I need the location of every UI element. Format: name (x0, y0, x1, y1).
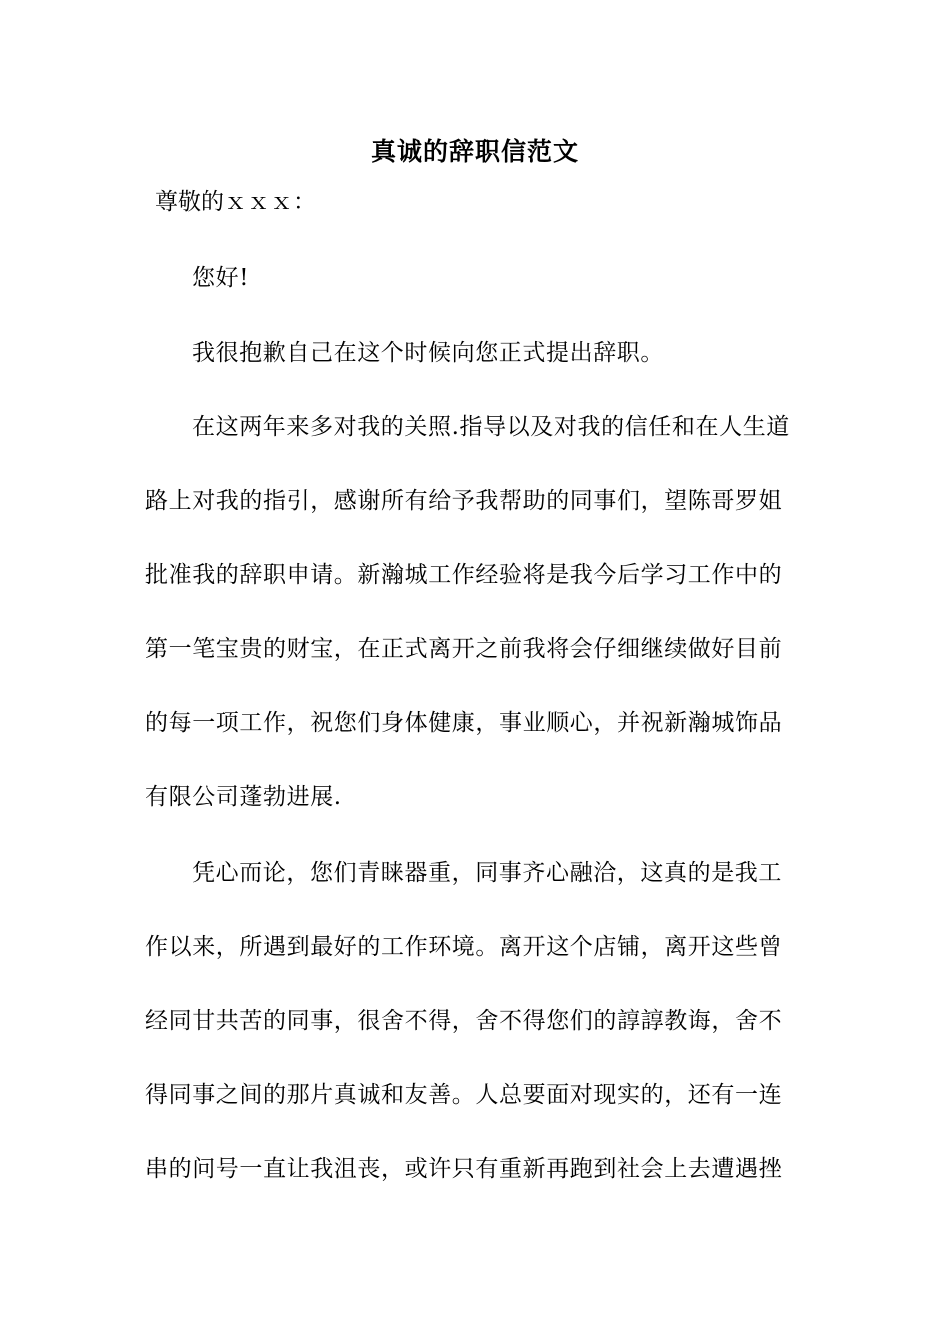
paragraph-line: 作以来，所遇到最好的工作环境。离开这个店铺，离开这些曾 (145, 934, 783, 960)
paragraph-apology: 我很抱歉自己在这个时候向您正式提出辞职。 (192, 340, 664, 366)
paragraph-line: 串的问号一直让我沮丧，或许只有重新再跑到社会上去遭遇挫 (145, 1156, 783, 1182)
document-title: 真诚的辞职信范文 (370, 137, 579, 166)
paragraph-greeting: 您好! (192, 265, 250, 291)
paragraph-line: 在这两年来多对我的关照.指导以及对我的信任和在人生道 (192, 414, 790, 440)
paragraph-line: 凭心而论，您们青睐器重，同事齐心融洽，这真的是我工 (192, 860, 782, 886)
paragraph-line: 的每一项工作，祝您们身体健康，事业顺心，并祝新瀚城饰品 (145, 710, 783, 736)
salutation: 尊敬的ｘｘｘ： (155, 189, 316, 215)
paragraph-line: 路上对我的指引，感谢所有给予我帮助的同事们，望陈哥罗姐 (145, 488, 783, 514)
paragraph-line: 第一笔宝贵的财宝，在正式离开之前我将会仔细继续做好目前 (145, 636, 783, 662)
paragraph-line: 有限公司蓬勃进展. (145, 784, 342, 810)
paragraph-line: 得同事之间的那片真诚和友善。人总要面对现实的，还有一连 (145, 1082, 783, 1108)
paragraph-line: 经同甘共苦的同事，很舍不得，舍不得您们的諄諄教诲，舍不 (145, 1008, 783, 1034)
paragraph-line: 批准我的辞职申请。新瀚城工作经验将是我今后学习工作中的 (145, 562, 783, 588)
